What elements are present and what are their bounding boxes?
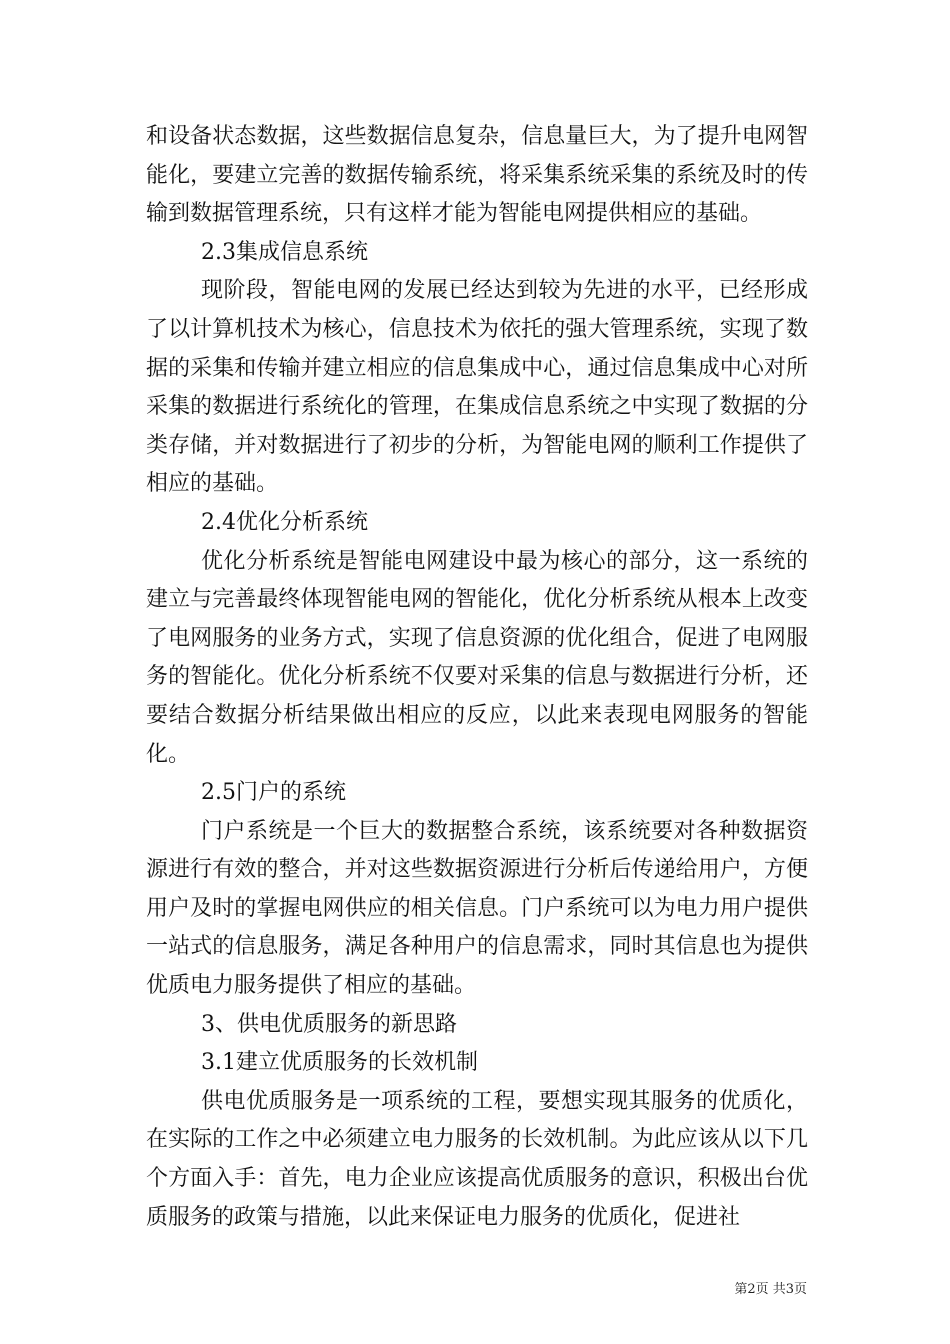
heading-2-5: 2.5门户的系统 — [201, 780, 346, 806]
paragraph-continuation: 和设备状态数据，这些数据信息复杂，信息量巨大，为了提升电网智能化，要建立完善的数据传输系统，将采集系统采集的系统及时的传输到数据管理系统，只有这样才能为智能电网提供相应的基础。 — [146, 124, 808, 227]
heading-3-1: 3.1建立优质服务的长效机制 — [201, 1050, 478, 1076]
heading-2-4: 2.4优化分析系统 — [201, 509, 368, 535]
page-footer: 第2页 共3页 — [734, 1282, 807, 1297]
body-text — [146, 118, 808, 1237]
paragraph-3-1: 供电优质服务是一项系统的工程，要想实现其服务的优质化，在实际的工作之中必须建立电力服务的长效机制。为此应该从以下几个方面入手：首先，电力企业应该提高优质服务的意识，积极出台优质服务的政策与措施，以此来保证电力服务的优质化，促进社 — [146, 1088, 808, 1230]
heading-3: 3、供电优质服务的新思路 — [201, 1011, 457, 1037]
paragraph-2-4: 优化分析系统是智能电网建设中最为核心的部分，这一系统的建立与完善最终体现智能电网的智能化，优化分析系统从根本上改变了电网服务的业务方式，实现了信息资源的优化组合，促进了电网服务的智能化。优化分析系统不仅要对采集的信息与数据进行分析，还要结合数据分析结果做出相应的反应，以此来表现电网服务的智能化。 — [146, 548, 808, 767]
heading-2-3: 2.3集成信息系统 — [201, 239, 368, 265]
paragraph-2-5: 门户系统是一个巨大的数据整合系统，该系统要对各种数据资源进行有效的整合，并对这些数据资源进行分析后传递给用户，方便用户及时的掌握电网供应的相关信息。门户系统可以为电力用户提供一站式的信息服务，满足各种用户的信息需求，同时其信息也为提供优质电力服务提供了相应的基础。 — [146, 818, 808, 999]
paragraph-2-3: 现阶段，智能电网的发展已经达到较为先进的水平，已经形成了以计算机技术为核心，信息技术为依托的强大管理系统，实现了数据的采集和传输并建立相应的信息集成中心，通过信息集成中心对所采集的数据进行系统化的管理，在集成信息系统之中实现了数据的分类存储，并对数据进行了初步的分析，为智能电网的顺利工作提供了相应的基础。 — [146, 278, 808, 497]
